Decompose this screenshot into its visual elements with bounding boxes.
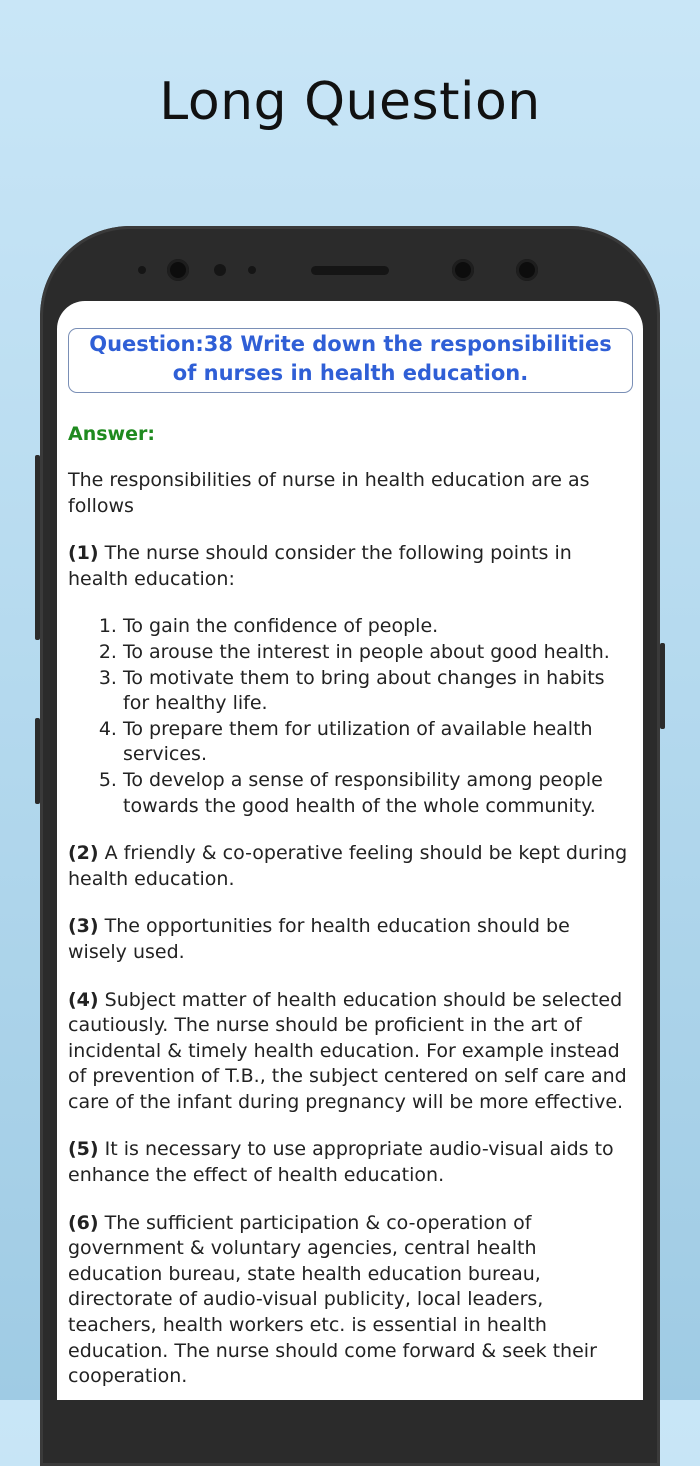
point-number: (4) <box>68 988 99 1011</box>
list-item: 3. To motivate them to bring about changes in habits for healthy life. <box>123 666 633 717</box>
answer-body <box>68 468 633 1390</box>
list-item: 2. To arouse the interest in people about good health. <box>123 640 633 666</box>
phone-speaker <box>311 266 389 275</box>
point-text: It is necessary to use appropriate audio-visual aids to enhance the effect of health education. <box>68 1138 614 1187</box>
list-item: 5. To develop a sense of responsibility among people towards the good health of the whole community. <box>123 768 633 819</box>
question-text: Question:38 Write down the responsibilities of nurses in health education. <box>89 332 612 385</box>
point-text: A friendly & co-operative feeling should be kept during health education. <box>68 842 628 890</box>
sub-points-list <box>68 614 633 819</box>
phone-sensor-icon <box>214 264 226 276</box>
answer-intro: The responsibilities of nurse in health education are as follows <box>68 469 590 517</box>
point-text: The opportunities for health education should be wisely used. <box>68 915 570 963</box>
phone-sensor-icon <box>248 266 256 274</box>
phone-side-button <box>660 643 665 729</box>
point-number: (5) <box>68 1138 99 1161</box>
point-number: (1) <box>68 542 99 565</box>
point-number: (2) <box>68 842 99 865</box>
front-camera-icon <box>452 259 474 281</box>
point-text: The nurse should consider the following points in health education: <box>68 542 572 590</box>
list-item: 1. To gain the confidence of people. <box>123 614 633 640</box>
point-number: (6) <box>68 1211 99 1234</box>
promo-title: Long Question <box>159 72 541 132</box>
phone-sensor-icon <box>516 259 538 281</box>
answer-point <box>68 914 633 965</box>
point-text: The sufficient participation & co-operation of government & voluntary agencies, central health education bureau, state health education bureau, directorate of audio-visual publicity, local leaders, teachers, health workers etc. is essential in health education. The nurse should come forward & seek their cooperation. <box>68 1211 597 1388</box>
list-item: 4. To prepare them for utilization of available health services. <box>123 717 633 768</box>
answer-point <box>68 841 633 892</box>
front-camera-icon <box>167 259 189 281</box>
point-number: (3) <box>68 915 99 938</box>
answer-point <box>68 988 633 1116</box>
answer-label: Answer: <box>68 423 155 445</box>
phone-screen[interactable] <box>57 301 643 1400</box>
answer-point <box>68 1137 633 1188</box>
answer-point <box>68 541 633 592</box>
phone-sensor-icon <box>138 266 146 274</box>
answer-point <box>68 1211 633 1390</box>
point-text: Subject matter of health education should be selected cautiously. The nurse should be proficient in the art of incidental & timely health education. For example instead of prevention of T.B., the subject centered on self care and care of the infant during pregnancy will be more effective. <box>68 988 627 1113</box>
question-card <box>68 328 633 393</box>
